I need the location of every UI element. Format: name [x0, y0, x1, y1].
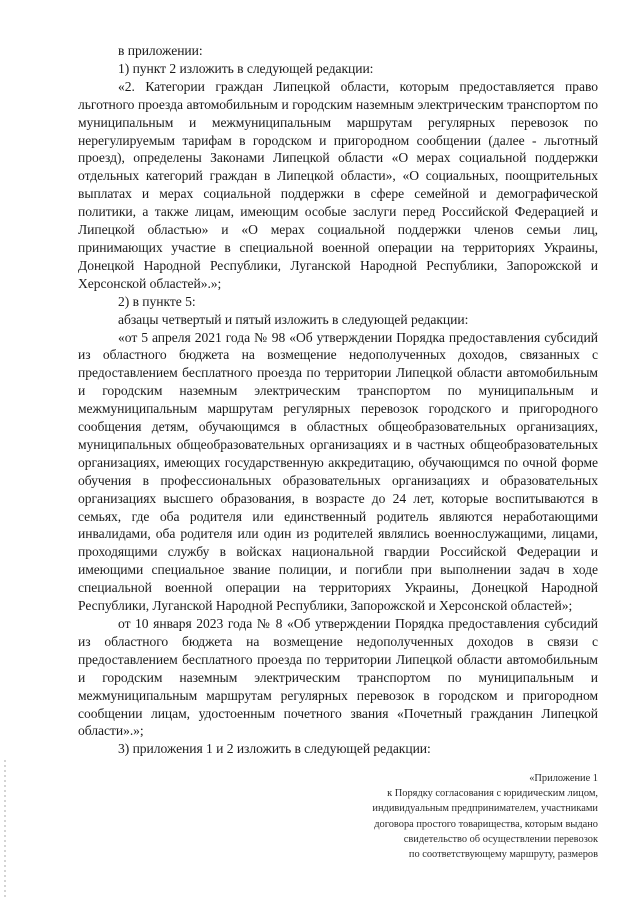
paragraph-abzacy: абзацы четвертый и пятый изложить в следующей редакции:	[118, 311, 469, 327]
appendix-note-line: договора простого товарищества, которым выдано	[374, 818, 598, 830]
scan-edge-mark	[4, 760, 6, 900]
paragraph-resolution-8: от 10 января 2023 года № 8 «Об утверждении Порядка предоставления субсидий из областного бюджета на возмещение недополученных доходов в связи с предоставлением бесплатного проезда по территории Липецкой области автомобильным и городским наземным электрическим транспортом по муниципальным и межмуниципальным маршрутам регулярных перевозок в городском и пригородном сообщении лицам, удостоенным почетного звания «Почетный гражданин Липецкой области».»;	[78, 616, 598, 739]
appendix-note-line: свидетельство об осуществлении перевозок	[403, 833, 598, 845]
paragraph-categories: «2. Категории граждан Липецкой области, которым предоставляется право льготного проезда автомобильным и городским наземным электрическим транспортом по муниципальным и межмуниципальным маршрутам регулярных перевозок по нерегулируемым тарифам в городском и пригородном сообщении (далее - льготный проезд), определены Законами Липецкой области «О мерах социальной поддержки отдельных категорий граждан в Липецкой области», «О социальных, поощрительных выплатах и мерах социальной поддержки в сфере семейной и демографической политики, а также лицам, имеющим особые заслуги перед Российской Федерацией и Липецкой областью» и «О мерах социальной поддержки членов семьи лиц, принимающих участие в специальной военной операции на территориях Украины, Донецкой Народной Республики, Луганской Народной Республики, Запорожской и Херсонской областей».»;	[78, 78, 598, 291]
paragraph-resolution-98: «от 5 апреля 2021 года № 98 «Об утверждении Порядка предоставления субсидий из областного бюджета на возмещение недополученных доходов, связанных с предоставлением бесплатного проезда по территории Липецкой области автомобильным и городским наземным электрическим транспортом по муниципальным и межмуниципальным маршрутам регулярных перевозок городского и пригородного сообщения детям, обучающимся в областных общеобразовательных организациях, муниципальных общеобразовательных организациях и в частных общеобразовательных организациях, имеющих государственную аккредитацию, обучающимся по очной форме обучения в профессиональных образовательных организациях и образовательных организациях высшего образования, в возрасте до 24 лет, которые воспитываются в семьях, где оба родителя или единственный родитель являются неработающими инвалидами, оба родителя или один из родителей являлись военнослужащими, лицами, проходящими службу в войсках национальной гвардии Российской Федерации и имеющими специальное звание полиции, и погибли при выполнении задач в ходе специальной военной операции на территориях Украины, Донецкой Народной Республики, Луганской Народной Республики, Запорожской и Херсонской областей»;	[78, 329, 598, 614]
document-body	[78, 42, 598, 758]
paragraph-item-1: 1) пункт 2 изложить в следующей редакции:	[118, 60, 374, 76]
paragraph-in-appendix: в приложении:	[118, 43, 203, 58]
appendix-note-line: «Приложение 1	[529, 773, 598, 784]
appendix-note-line: индивидуальным предпринимателем, участниками	[372, 803, 598, 815]
appendix-header-note	[330, 771, 598, 862]
appendix-note-line: по соответствующему маршруту, размеров	[408, 849, 598, 861]
appendix-note-line: к Порядку согласования с юридическим лицом,	[387, 788, 598, 800]
paragraph-item-3: 3) приложения 1 и 2 изложить в следующей редакции:	[118, 741, 431, 757]
paragraph-item-2: 2) в пункте 5:	[118, 293, 196, 309]
